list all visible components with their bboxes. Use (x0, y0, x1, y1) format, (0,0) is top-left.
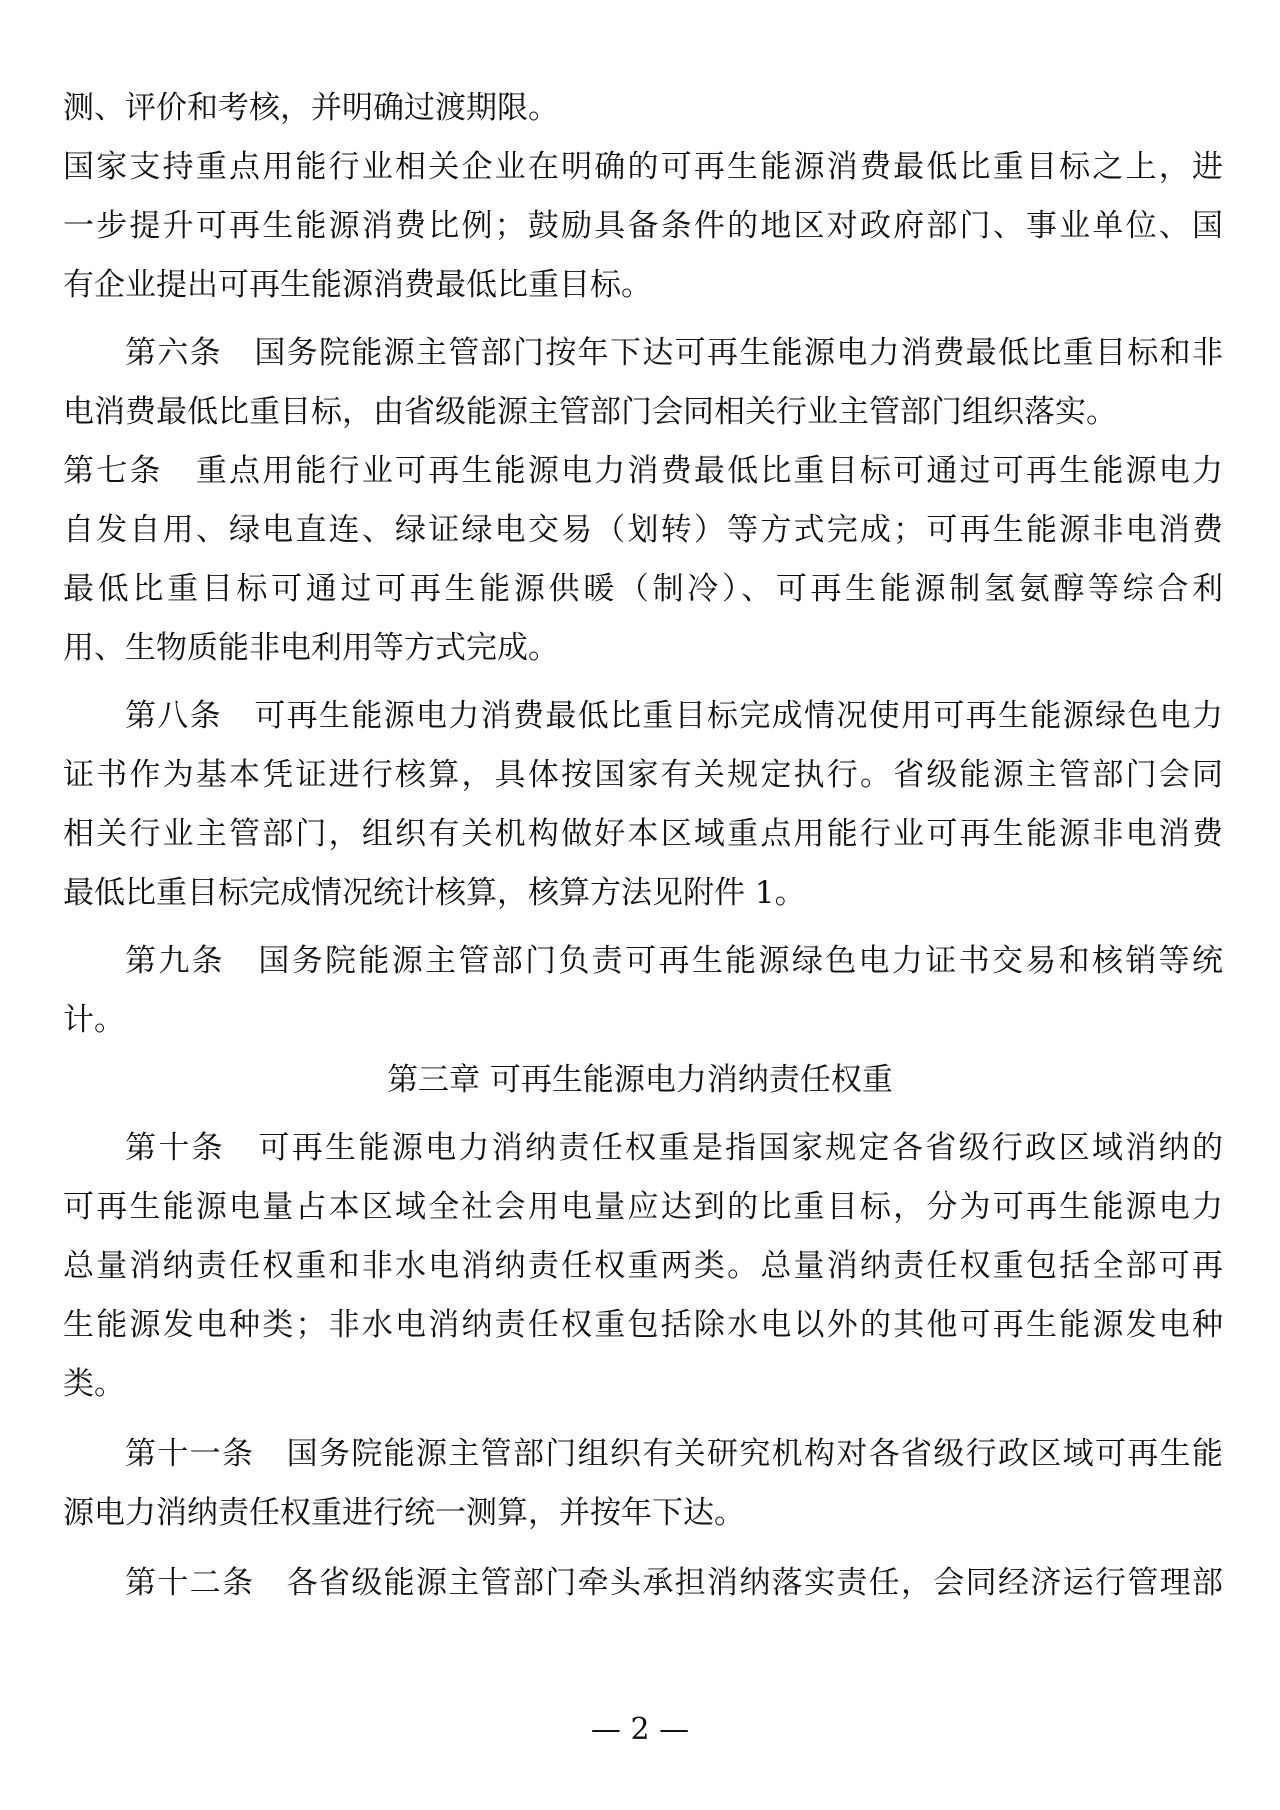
text-line: 测、评价和考核，并明确过渡期限。 (63, 90, 559, 126)
text-line: 生能源发电种类；非水电消纳责任权重包括除水电以外的其他可再生能源发电种 (63, 1307, 1223, 1343)
text-line: 相关行业主管部门，组织有关机构做好本区域重点用能行业可再生能源非电消费 (63, 816, 1223, 852)
text-line: 有企业提出可再生能源消费最低比重目标。 (63, 267, 652, 303)
text-line: 国家支持重点用能行业相关企业在明确的可再生能源消费最低比重目标之上，进 (63, 149, 1223, 185)
text-line: 证书作为基本凭证进行核算，具体按国家有关规定执行。省级能源主管部门会同 (63, 757, 1223, 793)
text-line: 计。 (63, 1002, 125, 1038)
text-line: 可再生能源电量占本区域全社会用电量应达到的比重目标，分为可再生能源电力 (63, 1189, 1223, 1225)
text-line: 源电力消纳责任权重进行统一测算，并按年下达。 (63, 1495, 745, 1531)
chapter-heading: 第三章 可再生能源电力消纳责任权重 (387, 1062, 893, 1098)
text-line: 最低比重目标可通过可再生能源供暖（制冷）、可再生能源制氢氨醇等综合利 (63, 571, 1223, 607)
article-9-line-1: 第九条 国务院能源主管部门负责可再生能源绿色电力证书交易和核销等统 (125, 943, 1223, 979)
text-line: 自发自用、绿电直连、绿证绿电交易（划转）等方式完成；可再生能源非电消费 (63, 512, 1223, 548)
page-number: — 2 — (590, 1712, 690, 1747)
text-line: 用、生物质能非电利用等方式完成。 (63, 630, 559, 666)
article-11-line-1: 第十一条 国务院能源主管部门组织有关研究机构对各省级行政区域可再生能 (125, 1436, 1223, 1472)
text-line: 类。 (63, 1366, 125, 1402)
text-line: 总量消纳责任权重和非水电消纳责任权重两类。总量消纳责任权重包括全部可再 (63, 1248, 1223, 1284)
article-6-line-1: 第六条 国务院能源主管部门按年下达可再生能源电力消费最低比重目标和非 (125, 335, 1223, 371)
article-8-line-1: 第八条 可再生能源电力消费最低比重目标完成情况使用可再生能源绿色电力 (125, 698, 1223, 734)
article-7-line-1: 第七条 重点用能行业可再生能源电力消费最低比重目标可通过可再生能源电力 (63, 453, 1223, 489)
text-line: 最低比重目标完成情况统计核算，核算方法见附件 1。 (63, 875, 806, 911)
article-12-line-1: 第十二条 各省级能源主管部门牵头承担消纳落实责任，会同经济运行管理部 (125, 1565, 1223, 1601)
text-line: 一步提升可再生能源消费比例；鼓励具备条件的地区对政府部门、事业单位、国 (63, 208, 1223, 244)
text-line: 电消费最低比重目标，由省级能源主管部门会同相关行业主管部门组织落实。 (63, 394, 1117, 430)
article-10-line-1: 第十条 可再生能源电力消纳责任权重是指国家规定各省级行政区域消纳的 (125, 1130, 1223, 1166)
